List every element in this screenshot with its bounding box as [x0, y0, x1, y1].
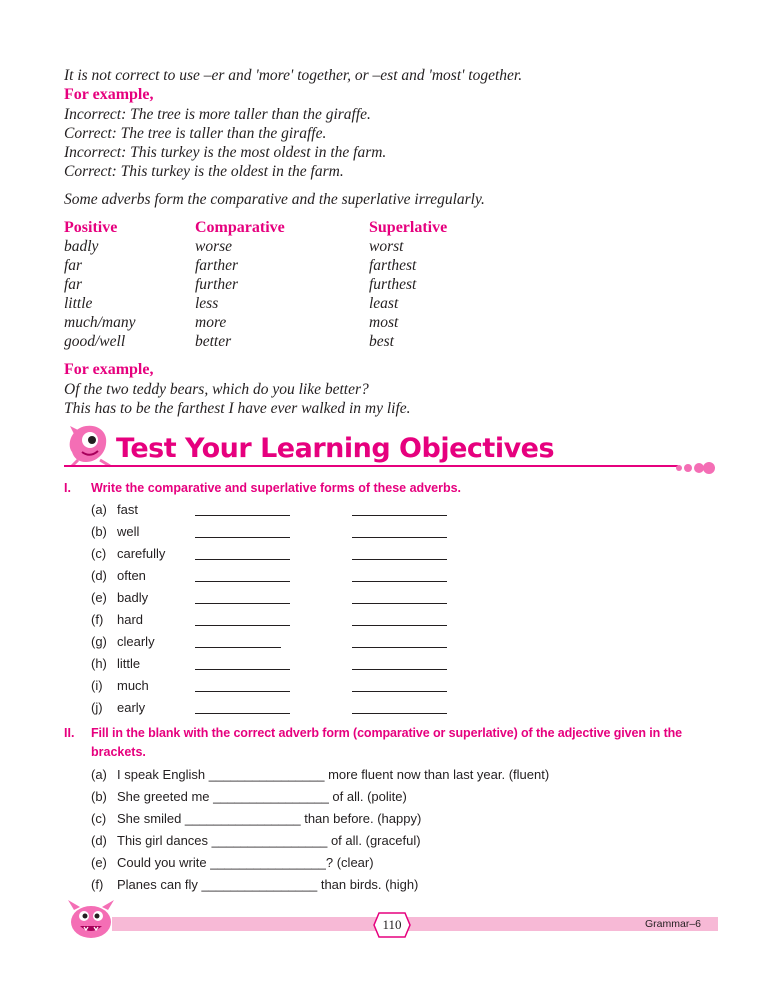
example-line: Correct: The tree is taller than the giraffe. — [64, 125, 327, 142]
example-line: Correct: This turkey is the oldest in the farm. — [64, 163, 344, 180]
item-word: early — [117, 700, 146, 715]
header-comparative: Comparative — [195, 219, 285, 236]
answer-blank-superlative[interactable] — [352, 590, 447, 604]
cell-superlative: most — [369, 314, 399, 331]
cell-comparative: further — [195, 276, 239, 293]
item-label: (d) — [91, 568, 107, 583]
cell-superlative: furthest — [369, 276, 417, 293]
item-label: (f) — [91, 612, 104, 627]
cell-positive: badly — [64, 238, 99, 255]
example-line: Incorrect: The tree is more taller than the giraffe. — [64, 106, 371, 123]
item-word: clearly — [117, 634, 155, 649]
item-sentence: This girl dances ________________ of all. (graceful) — [117, 833, 421, 848]
item-label: (j) — [91, 700, 103, 715]
list-item — [91, 877, 418, 892]
item-label: (b) — [91, 524, 107, 539]
monster-mascot-icon — [66, 422, 116, 468]
item-sentence: Could you write ________________? (clear) — [117, 855, 374, 870]
rule-note: It is not correct to use –er and 'more' together, or –est and 'most' together. — [64, 67, 523, 84]
footer-bar — [112, 917, 718, 931]
item-label: (i) — [91, 678, 103, 693]
item-word: little — [117, 656, 141, 671]
answer-blank-comparative[interactable] — [195, 634, 281, 648]
irregular-note: Some adverbs form the comparative and the superlative irregularly. — [64, 191, 485, 208]
example-line: Of the two teddy bears, which do you like better? — [64, 381, 369, 398]
section-number: I. — [64, 481, 71, 495]
list-item — [91, 833, 421, 848]
header-superlative: Superlative — [369, 219, 448, 236]
answer-blank-comparative[interactable] — [195, 590, 290, 604]
book-title: Grammar–6 — [645, 918, 702, 930]
page-number: 110 — [382, 917, 402, 932]
list-item — [91, 767, 549, 782]
item-sentence: I speak English ________________ more fluent now than last year. (fluent) — [117, 767, 550, 782]
example-heading: For example, — [64, 361, 154, 378]
cell-comparative: less — [195, 295, 219, 312]
example-heading: For example, — [64, 86, 154, 103]
answer-blank-comparative[interactable] — [195, 612, 290, 626]
answer-blank-superlative[interactable] — [352, 656, 447, 670]
monster-footer-icon — [66, 898, 116, 940]
item-label: (g) — [91, 634, 107, 649]
answer-blank-superlative[interactable] — [352, 546, 447, 560]
item-word: well — [117, 524, 140, 539]
item-label: (a) — [91, 502, 107, 517]
item-label: (c) — [91, 811, 107, 826]
section-number: II. — [64, 726, 75, 740]
item-label: (f) — [91, 877, 104, 892]
cell-superlative: farthest — [369, 257, 417, 274]
item-label: (b) — [91, 789, 107, 804]
answer-blank-superlative[interactable] — [352, 678, 447, 692]
header-positive: Positive — [64, 219, 118, 236]
cell-positive: far — [64, 257, 83, 274]
answer-blank-comparative[interactable] — [195, 656, 290, 670]
item-word: much — [117, 678, 149, 693]
item-label: (d) — [91, 833, 107, 848]
item-label: (a) — [91, 767, 107, 782]
item-label: (h) — [91, 656, 107, 671]
answer-blank-superlative[interactable] — [352, 524, 447, 538]
answer-blank-superlative[interactable] — [352, 502, 447, 516]
answer-blank-comparative[interactable] — [195, 678, 290, 692]
cell-positive: much/many — [64, 314, 136, 331]
answer-blank-superlative[interactable] — [352, 612, 447, 626]
cell-comparative: farther — [195, 257, 239, 274]
item-word: badly — [117, 590, 149, 605]
cell-comparative: worse — [195, 238, 233, 255]
answer-blank-comparative[interactable] — [195, 524, 290, 538]
item-word: hard — [117, 612, 144, 627]
answer-blank-comparative[interactable] — [195, 546, 290, 560]
item-sentence: Planes can fly ________________ than birds. (high) — [117, 877, 419, 892]
cell-comparative: more — [195, 314, 227, 331]
page-number-badge — [373, 912, 411, 938]
item-word: fast — [117, 502, 138, 517]
banner-rule — [64, 465, 678, 467]
cell-positive: good/well — [64, 333, 126, 350]
item-label: (e) — [91, 590, 107, 605]
cell-positive: little — [64, 295, 93, 312]
example-line: This has to be the farthest I have ever walked in my life. — [64, 400, 411, 417]
section-instruction-cont: brackets. — [91, 745, 146, 759]
list-item — [91, 789, 407, 804]
dots-decoration-icon — [676, 461, 716, 473]
cell-comparative: better — [195, 333, 232, 350]
cell-superlative: best — [369, 333, 394, 350]
list-item — [91, 855, 374, 870]
item-label: (e) — [91, 855, 107, 870]
item-word: often — [117, 568, 146, 583]
answer-blank-comparative[interactable] — [195, 700, 290, 714]
section-title: Test Your Learning Objectives — [116, 433, 555, 464]
answer-blank-comparative[interactable] — [195, 502, 290, 516]
item-sentence: She greeted me ________________ of all. (polite) — [117, 789, 407, 804]
list-item — [91, 811, 421, 826]
section-instruction: Write the comparative and superlative forms of these adverbs. — [91, 481, 462, 495]
answer-blank-superlative[interactable] — [352, 700, 447, 714]
example-line: Incorrect: This turkey is the most oldest in the farm. — [64, 144, 387, 161]
answer-blank-comparative[interactable] — [195, 568, 290, 582]
item-word: carefully — [117, 546, 166, 561]
answer-blank-superlative[interactable] — [352, 568, 447, 582]
cell-positive: far — [64, 276, 83, 293]
cell-superlative: worst — [369, 238, 404, 255]
item-sentence: She smiled ________________ than before. (happy) — [117, 811, 422, 826]
section-instruction: Fill in the blank with the correct adverb form (comparative or superlative) of the adjective given in the — [91, 726, 683, 740]
item-label: (c) — [91, 546, 107, 561]
answer-blank-superlative[interactable] — [352, 634, 447, 648]
cell-superlative: least — [369, 295, 399, 312]
